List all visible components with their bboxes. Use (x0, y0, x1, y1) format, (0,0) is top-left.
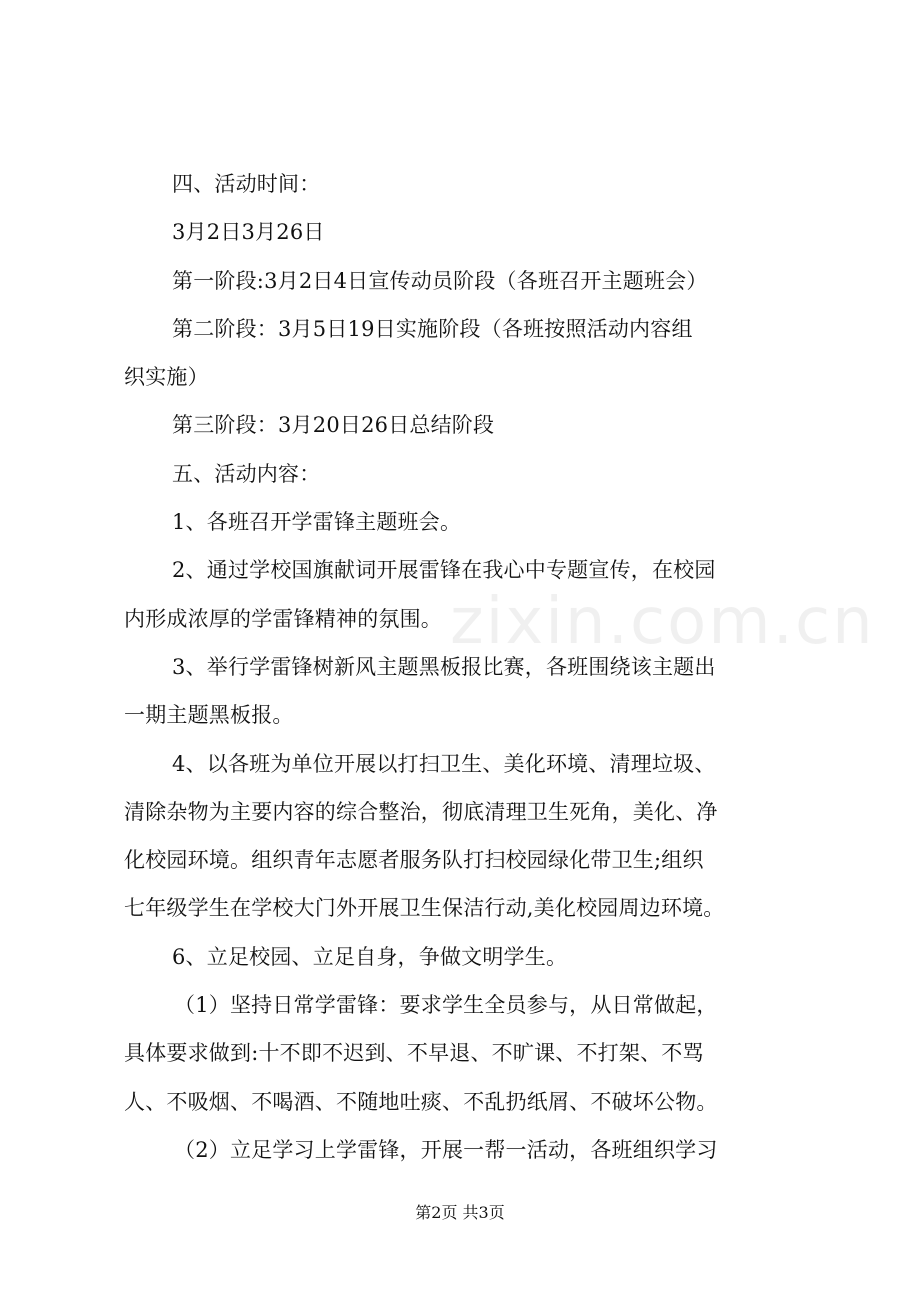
text-line: 七年级学生在学校大门外开展卫生保洁行动,美化校园周边环境。 (124, 896, 725, 921)
text-line: 化校园环境。组织青年志愿者服务队打扫校园绿化带卫生;组织 (124, 848, 704, 873)
text-line: 人、不吸烟、不喝酒、不随地吐痰、不乱扔纸屑、不破坏公物。 (124, 1089, 718, 1114)
text-line: 第一阶段:3月2日4日宣传动员阶段（各班召开主题班会） (172, 268, 708, 293)
text-line: 4、以各班为单位开展以打扫卫生、美化环境、清理垃圾、 (172, 751, 716, 776)
section-heading-time: 四、活动时间： (172, 172, 321, 196)
section-heading-content: 五、活动内容： (172, 461, 321, 486)
text-line: 第二阶段：3月5日19日实施阶段（各班按照活动内容组 (172, 316, 693, 341)
text-line: 第三阶段：3月20日26日总结阶段 (172, 413, 495, 438)
text-line: 内形成浓厚的学雷锋精神的氛围。 (124, 606, 442, 631)
text-line: 3、举行学雷锋树新风主题黑板报比赛，各班围绕该主题出 (172, 654, 716, 679)
text-line: 2、通过学校国旗献词开展雷锋在我心中专题宣传，在校园 (172, 558, 716, 583)
watermark: zixin.com.cn (450, 585, 875, 659)
document-body (124, 160, 824, 1174)
text-line: 1、各班召开学雷锋主题班会。 (172, 510, 462, 535)
text-line: 3月2日3月26日 (172, 220, 325, 245)
page-footer: 第2页 共3页 (415, 1203, 505, 1222)
text-line: （2）立足学习上学雷锋，开展一帮一活动，各班组织学习 (174, 1137, 718, 1162)
text-line: 清除杂物为主要内容的综合整治，彻底清理卫生死角，美化、净 (124, 799, 718, 824)
text-line: （1）坚持日常学雷锋：要求学生全员参与，从日常做起， (174, 993, 718, 1018)
text-line: 6、立足校园、立足自身，争做文明学生。 (172, 944, 568, 969)
text-line: 织实施） (124, 365, 209, 390)
text-line: 一期主题黑板报。 (124, 703, 294, 728)
text-line: 具体要求做到:十不即不迟到、不早退、不旷课、不打架、不骂 (124, 1041, 704, 1066)
